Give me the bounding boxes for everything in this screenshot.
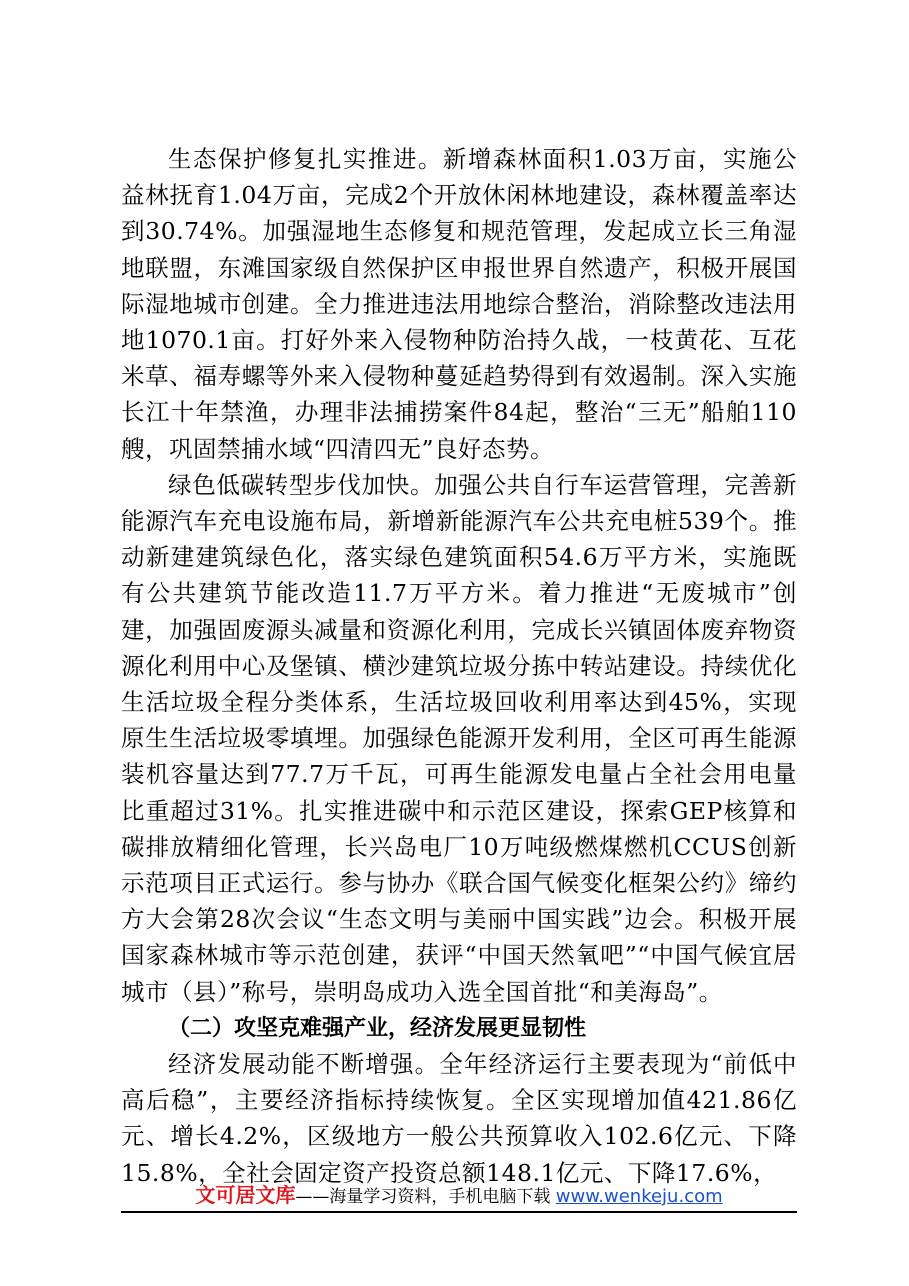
paragraph-ecology-restoration: 生态保护修复扎实推进。新增森林面积1.03万亩，实施公益林抚育1.04万亩，完成2个开放休闲林地建设，森林覆盖率达到30.74%。加强湿地生态修复和规范管理，发起成立长三角湿地联盟，东滩国家级自然保护区申报世界自然遗产，积极开展国际湿地城市创建。全力推进违法用地综合整治，消除整改违法用地1070.1亩。打好外来入侵物种防治持久战，一枝黄花、互花米草、福寿螺等外来入侵物种蔓延趋势得到有效遏制。深入实施长江十年禁渔，办理非法捕捞案件84起，整治“三无”船舶110艘，巩固禁捕水域“四清四无”良好态势。 xyxy=(121,145,797,463)
section-heading: （二）攻坚克难强产业，经济发展更显韧性 xyxy=(168,1014,587,1041)
paragraph-green-low-carbon: 绿色低碳转型步伐加快。加强公共自行车运营管理，完善新能源汽车充电设施布局，新增新能源汽车公共充电桩539个。推动新建建筑绿色化，落实绿色建筑面积54.6万平方米，实施既有公共建筑节能改造11.7万平方米。着力推进“无废城市”创建，加强固废源头减量和资源化利用，完成长兴镇固体废弃物资源化利用中心及堡镇、横沙建筑垃圾分拣中转站建设。持续优化生活垃圾全程分类体系，生活垃圾回收利用率达到45%，实现原生生活垃圾零填埋。加强绿色能源开发利用，全区可再生能源装机容量达到77.7万千瓦，可再生能源发电量占全社会用电量比重超过31%。扎实推进碳中和示范区建设，探索GEP核算和碳排放精细化管理，长兴岛电厂10万吨级燃煤燃机CCUS创新示范项目正式运行。参与协办《联合国气候变化框架公约》缔约方大会第28次会议“生态文明与美丽中国实践”边会。积极开展国家森林城市等示范创建，获评“中国天然氧吧”“中国气候宜居城市（县）”称号，崇明岛成功入选全国首批“和美海岛”。 xyxy=(121,470,797,1006)
document-body xyxy=(121,141,797,1191)
paragraph-economic-momentum: 经济发展动能不断增强。全年经济运行主要表现为“前低中高后稳”，主要经济指标持续恢复。全区实现增加值421.86亿元、增长4.2%，区级地方一般公共预算收入102.6亿元、下降15.8%，全社会固定资产投资总额148.1亿元、下降17.6%， xyxy=(121,1050,797,1187)
footer-brand: 文可居文库 xyxy=(195,1183,296,1207)
footer-website-link[interactable]: www.wenkeju.com xyxy=(555,1186,723,1207)
footer-divider xyxy=(121,1211,797,1213)
page-footer xyxy=(121,1180,797,1210)
footer-slogan: ——海量学习资料，手机电脑下载 xyxy=(295,1187,551,1207)
